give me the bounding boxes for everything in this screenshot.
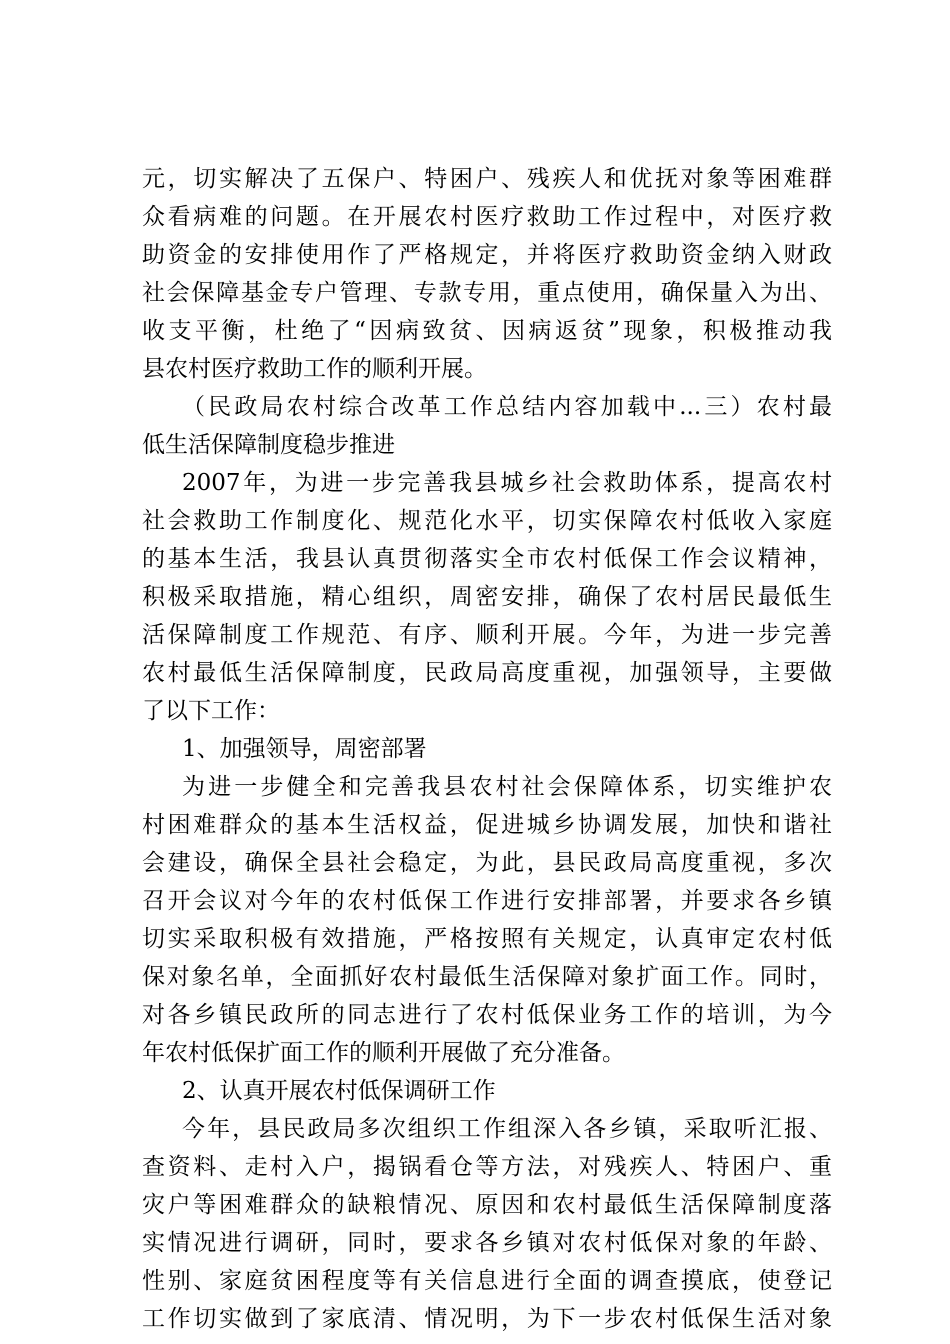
text-line: 助资金的安排使用作了严格规定，并将医疗救助资金纳入财政 — [142, 242, 832, 268]
text-line: 社会保障基金专户管理、专款专用，重点使用，确保量入为出、 — [142, 280, 832, 306]
text-line: 的基本生活，我县认真贯彻落实全市农村低保工作会议精神， — [142, 546, 832, 572]
text-line: 召开会议对今年的农村低保工作进行安排部署，并要求各乡镇 — [142, 888, 832, 914]
section-heading: （民政局农村综合改革工作总结内容加载中...三）农村最 — [182, 394, 832, 420]
text-line: 元，切实解决了五保户、特困户、残疾人和优抚对象等困难群 — [142, 166, 832, 192]
text-line: 切实采取积极有效措施，严格按照有关规定，认真审定农村低 — [142, 926, 832, 952]
text-line: 为进一步健全和完善我县农村社会保障体系，切实维护农 — [182, 774, 832, 800]
text-line: 众看病难的问题。在开展农村医疗救助工作过程中，对医疗救 — [142, 204, 832, 230]
text-line: 工作切实做到了家底清、情况明，为下一步农村低保生活对象 — [142, 1306, 832, 1332]
text-line: 了以下工作： — [142, 698, 280, 724]
section-heading: 低生活保障制度稳步推进 — [142, 432, 395, 458]
text-line: 2007年，为进一步完善我县城乡社会救助体系，提高农村 — [182, 470, 832, 496]
text-line: 查资料、走村入户，揭锅看仓等方法，对残疾人、特困户、重 — [142, 1154, 832, 1180]
text-line: 年农村低保扩面工作的顺利开展做了充分准备。 — [142, 1040, 625, 1066]
text-line: 收支平衡，杜绝了“因病致贫、因病返贫”现象，积极推动我 — [142, 318, 832, 344]
text-line: 会建设，确保全县社会稳定，为此，县民政局高度重视，多次 — [142, 850, 832, 876]
text-line: 社会救助工作制度化、规范化水平，切实保障农村低收入家庭 — [142, 508, 832, 534]
text-line: 对各乡镇民政所的同志进行了农村低保业务工作的培训，为今 — [142, 1002, 832, 1028]
text-line: 积极采取措施，精心组织，周密安排，确保了农村居民最低生 — [142, 584, 832, 610]
text-line: 农村最低生活保障制度，民政局高度重视，加强领导，主要做 — [142, 660, 832, 686]
text-line: 实情况进行调研，同时，要求各乡镇对农村低保对象的年龄、 — [142, 1230, 832, 1256]
text-line: 县农村医疗救助工作的顺利开展。 — [142, 356, 487, 382]
subsection-heading: 2、认真开展农村低保调研工作 — [182, 1078, 496, 1104]
text-line: 村困难群众的基本生活权益，促进城乡协调发展，加快和谐社 — [142, 812, 832, 838]
text-line: 活保障制度工作规范、有序、顺利开展。今年，为进一步完善 — [142, 622, 832, 648]
text-line: 今年，县民政局多次组织工作组深入各乡镇，采取听汇报、 — [182, 1116, 832, 1142]
text-line: 保对象名单，全面抓好农村最低生活保障对象扩面工作。同时， — [142, 964, 832, 990]
text-line: 灾户等困难群众的缺粮情况、原因和农村最低生活保障制度落 — [142, 1192, 832, 1218]
subsection-heading: 1、加强领导，周密部署 — [182, 736, 427, 762]
text-line: 性别、家庭贫困程度等有关信息进行全面的调查摸底，使登记 — [142, 1268, 832, 1294]
